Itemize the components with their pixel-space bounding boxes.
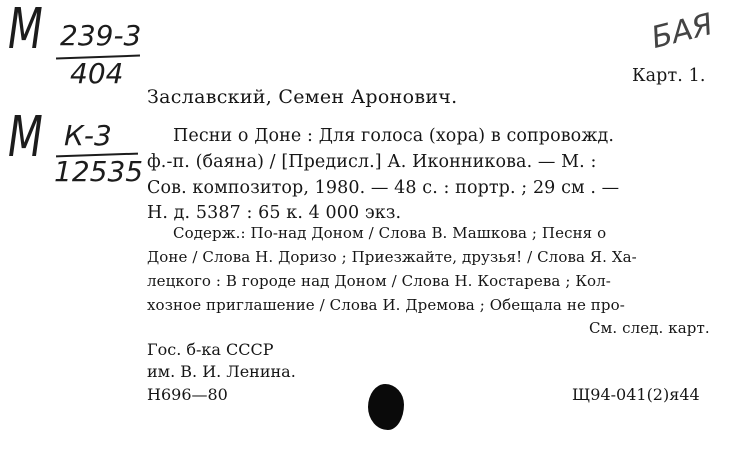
contents-line-4: хозное приглашение / Слова И. Дремова ; Обещала не про- xyxy=(147,296,625,314)
continued-note: См. след. карт. xyxy=(589,319,710,337)
card-number: Н696—80 xyxy=(147,385,228,404)
contents-line-2: Доне / Слова Н. Доризо ; Приезжайте, друзья! / Слова Я. Ха- xyxy=(147,248,637,266)
classification-code: Щ94-041(2)я44 xyxy=(572,385,700,404)
author-heading: Заславский, Семен Аронович. xyxy=(147,86,458,108)
description-line-4: Н. д. 5387 : 65 к. 4 000 экз. xyxy=(147,203,402,223)
library-line-1: Гос. б-ка СССР xyxy=(147,340,274,359)
punch-hole xyxy=(368,384,404,430)
call-number-2-top: К-3 xyxy=(64,119,112,152)
description-line-1: Песни о Доне : Для голоса (хора) в сопровожд. xyxy=(173,126,615,146)
call-letter-1: М xyxy=(8,0,43,62)
call-number-2-bottom: 12535 xyxy=(54,155,144,188)
library-line-2: им. В. И. Ленина. xyxy=(147,362,296,381)
contents-line-1: Содерж.: По-над Доном / Слова В. Машкова ; Песня о xyxy=(173,224,607,242)
contents-line-3: лецкого : В городе над Доном / Слова Н. Костарева ; Кол- xyxy=(147,272,611,290)
card-label: Карт. 1. xyxy=(632,66,706,86)
description-line-3: Сов. композитор, 1980. — 48 с. : портр. ; 29 см . — xyxy=(147,178,620,198)
call-number-1-bottom: 404 xyxy=(70,57,124,90)
call-number-1-top: 239-3 xyxy=(60,19,142,52)
description-line-2: ф.-п. (баяна) / [Предисл.] А. Иконникова. — М. : xyxy=(147,152,597,172)
corner-handwritten-mark: БАЯ xyxy=(648,7,717,56)
call-letter-2: М xyxy=(8,105,43,170)
